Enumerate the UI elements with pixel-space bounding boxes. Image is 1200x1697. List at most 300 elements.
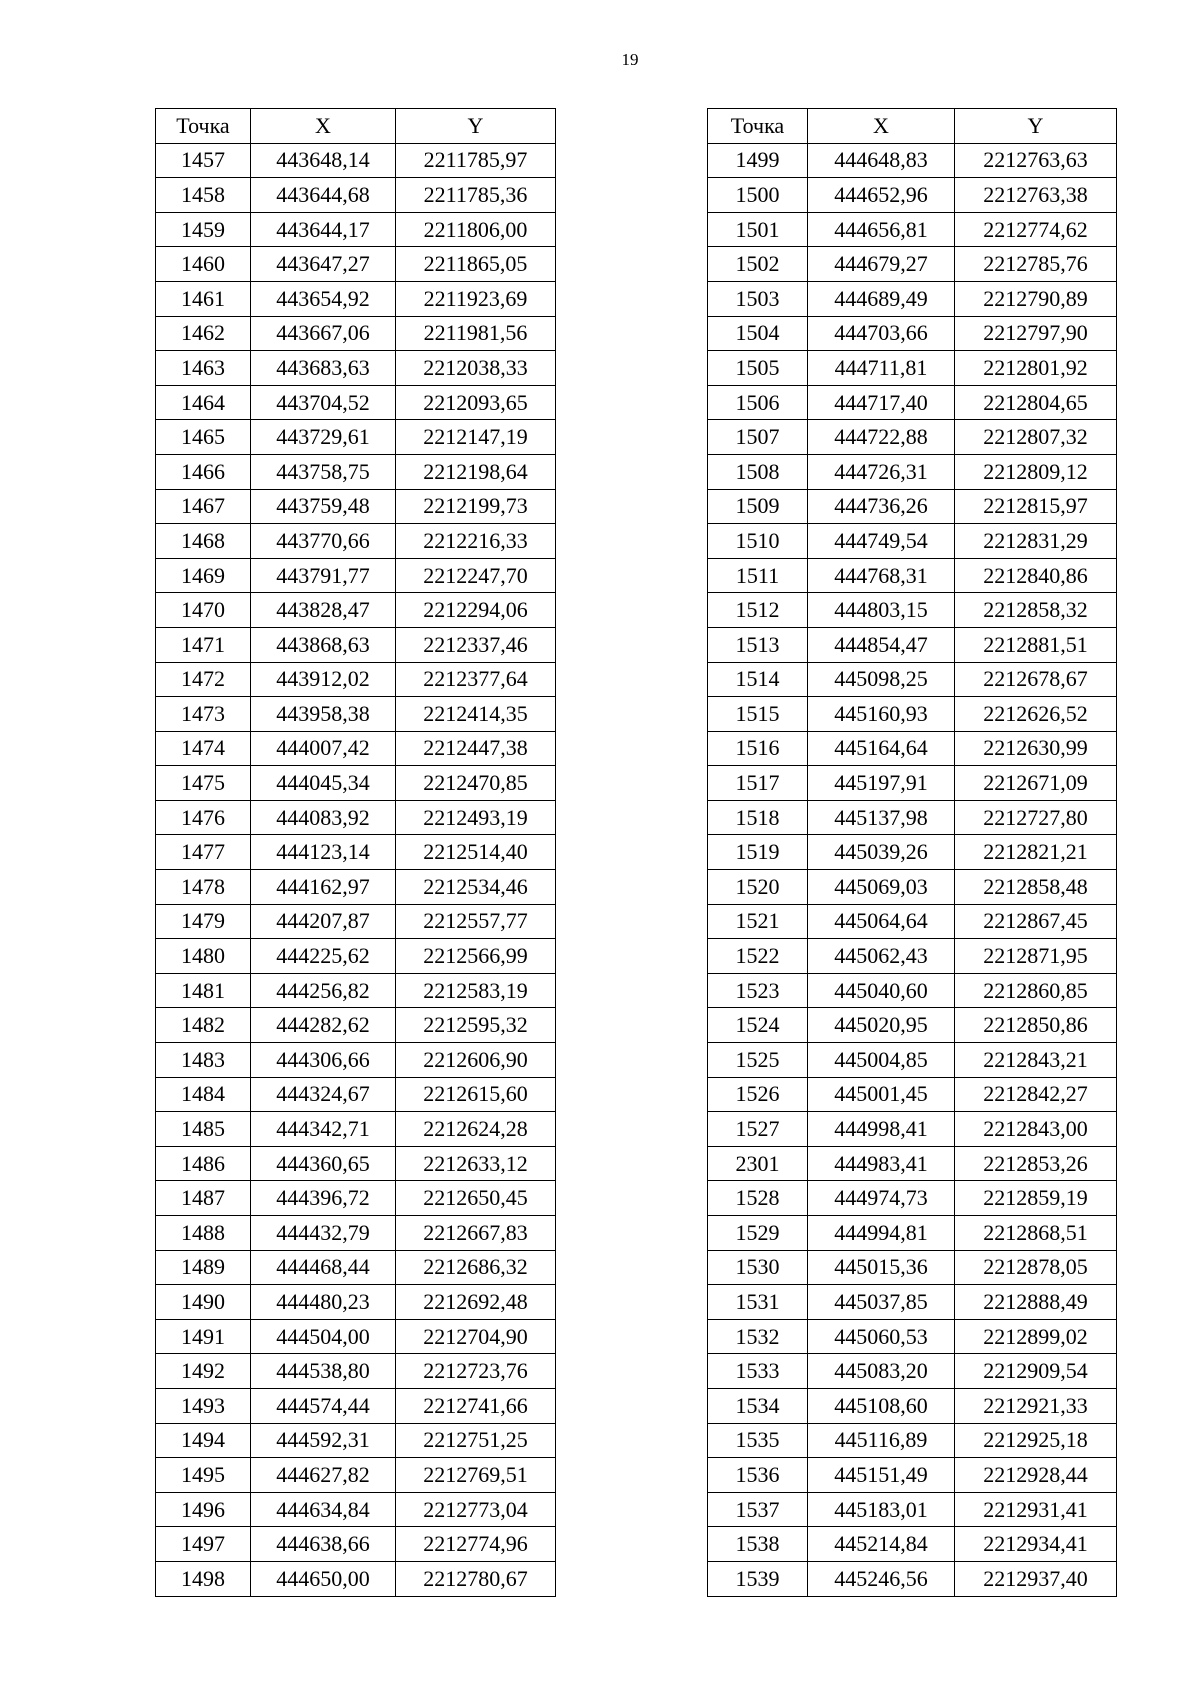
x-header: X [251, 109, 396, 144]
y-coordinate-cell: 2212247,70 [396, 558, 556, 593]
point-number-cell: 1461 [156, 281, 251, 316]
x-coordinate-cell: 444638,66 [251, 1527, 396, 1562]
table-row [156, 1250, 556, 1285]
y-coordinate-cell: 2212624,28 [396, 1112, 556, 1147]
x-coordinate-cell: 445083,20 [808, 1354, 955, 1389]
y-coordinate-cell: 2212606,90 [396, 1043, 556, 1078]
point-header: Точка [708, 109, 808, 144]
y-coordinate-cell: 2212667,83 [396, 1216, 556, 1251]
y-coordinate-cell: 2212797,90 [955, 316, 1117, 351]
x-coordinate-cell: 445060,53 [808, 1319, 955, 1354]
y-coordinate-cell: 2212850,86 [955, 1008, 1117, 1043]
table-row [708, 1216, 1117, 1251]
y-coordinate-cell: 2212774,62 [955, 212, 1117, 247]
y-coordinate-cell: 2212650,45 [396, 1181, 556, 1216]
table-row [708, 143, 1117, 178]
x-coordinate-cell: 444998,41 [808, 1112, 955, 1147]
x-coordinate-cell: 443654,92 [251, 281, 396, 316]
point-number-cell: 1533 [708, 1354, 808, 1389]
x-coordinate-cell: 444994,81 [808, 1216, 955, 1251]
x-coordinate-cell: 445137,98 [808, 800, 955, 835]
y-coordinate-cell: 2212686,32 [396, 1250, 556, 1285]
table-row [156, 420, 556, 455]
table-row [156, 800, 556, 835]
y-coordinate-cell: 2212741,66 [396, 1388, 556, 1423]
table-row [156, 1077, 556, 1112]
y-coordinate-cell: 2212751,25 [396, 1423, 556, 1458]
y-coordinate-cell: 2212470,85 [396, 766, 556, 801]
table-header [156, 109, 556, 144]
table-row [156, 1492, 556, 1527]
point-number-cell: 1472 [156, 662, 251, 697]
y-coordinate-cell: 2212377,64 [396, 662, 556, 697]
x-coordinate-cell: 444324,67 [251, 1077, 396, 1112]
point-number-cell: 1536 [708, 1458, 808, 1493]
page-number: 19 [621, 50, 639, 69]
table-row [156, 627, 556, 662]
x-coordinate-cell: 444306,66 [251, 1043, 396, 1078]
table-row [708, 489, 1117, 524]
y-header: Y [396, 109, 556, 144]
y-coordinate-cell: 2212093,65 [396, 385, 556, 420]
point-number-cell: 1525 [708, 1043, 808, 1078]
point-number-cell: 1527 [708, 1112, 808, 1147]
table-row [708, 1250, 1117, 1285]
point-number-cell: 1529 [708, 1216, 808, 1251]
table-row [708, 385, 1117, 420]
y-coordinate-cell: 2212858,32 [955, 593, 1117, 628]
point-number-cell: 1466 [156, 454, 251, 489]
y-coordinate-cell: 2212807,32 [955, 420, 1117, 455]
y-header: Y [955, 109, 1117, 144]
point-number-cell: 1477 [156, 835, 251, 870]
table-row [156, 143, 556, 178]
table-row [156, 939, 556, 974]
point-number-cell: 1494 [156, 1423, 251, 1458]
y-coordinate-cell: 2212534,46 [396, 870, 556, 905]
x-coordinate-cell: 445116,89 [808, 1423, 955, 1458]
table-row [156, 385, 556, 420]
x-coordinate-cell: 444207,87 [251, 904, 396, 939]
table-row [156, 1043, 556, 1078]
x-coordinate-cell: 444648,83 [808, 143, 955, 178]
x-coordinate-cell: 445015,36 [808, 1250, 955, 1285]
y-coordinate-cell: 2212773,04 [396, 1492, 556, 1527]
point-number-cell: 1476 [156, 800, 251, 835]
table-row [156, 1112, 556, 1147]
x-coordinate-cell: 443912,02 [251, 662, 396, 697]
point-number-cell: 1521 [708, 904, 808, 939]
point-number-cell: 1485 [156, 1112, 251, 1147]
x-coordinate-cell: 443868,63 [251, 627, 396, 662]
y-coordinate-cell: 2212858,48 [955, 870, 1117, 905]
y-coordinate-cell: 2212831,29 [955, 524, 1117, 559]
point-number-cell: 1535 [708, 1423, 808, 1458]
x-coordinate-cell: 444854,47 [808, 627, 955, 662]
table-row [156, 558, 556, 593]
point-number-cell: 1491 [156, 1319, 251, 1354]
table-row [708, 766, 1117, 801]
y-coordinate-cell: 2212899,02 [955, 1319, 1117, 1354]
y-coordinate-cell: 2212780,67 [396, 1561, 556, 1596]
x-coordinate-cell: 444480,23 [251, 1285, 396, 1320]
x-header: X [808, 109, 955, 144]
point-number-cell: 1534 [708, 1388, 808, 1423]
point-number-cell: 1509 [708, 489, 808, 524]
point-number-cell: 1510 [708, 524, 808, 559]
x-coordinate-cell: 445020,95 [808, 1008, 955, 1043]
point-number-cell: 1537 [708, 1492, 808, 1527]
point-number-cell: 1517 [708, 766, 808, 801]
table-row [156, 1458, 556, 1493]
point-number-cell: 1459 [156, 212, 251, 247]
x-coordinate-cell: 444634,84 [251, 1492, 396, 1527]
y-coordinate-cell: 2211865,05 [396, 247, 556, 282]
y-coordinate-cell: 2212909,54 [955, 1354, 1117, 1389]
point-number-cell: 1516 [708, 731, 808, 766]
x-coordinate-cell: 444225,62 [251, 939, 396, 974]
y-coordinate-cell: 2211785,36 [396, 178, 556, 213]
point-number-cell: 1469 [156, 558, 251, 593]
y-coordinate-cell: 2212216,33 [396, 524, 556, 559]
y-coordinate-cell: 2212871,95 [955, 939, 1117, 974]
table-row [156, 1146, 556, 1181]
table-row [708, 454, 1117, 489]
y-coordinate-cell: 2212337,46 [396, 627, 556, 662]
point-number-cell: 1492 [156, 1354, 251, 1389]
x-coordinate-cell: 444974,73 [808, 1181, 955, 1216]
y-coordinate-cell: 2212692,48 [396, 1285, 556, 1320]
point-number-cell: 1499 [708, 143, 808, 178]
x-coordinate-cell: 444468,44 [251, 1250, 396, 1285]
point-number-cell: 1505 [708, 351, 808, 386]
point-number-cell: 1465 [156, 420, 251, 455]
table-row [708, 904, 1117, 939]
y-coordinate-cell: 2212595,32 [396, 1008, 556, 1043]
point-number-cell: 1479 [156, 904, 251, 939]
table-row [708, 1458, 1117, 1493]
y-coordinate-cell: 2212815,97 [955, 489, 1117, 524]
header-row [708, 109, 1117, 144]
x-coordinate-cell: 443958,38 [251, 697, 396, 732]
point-number-cell: 1532 [708, 1319, 808, 1354]
y-coordinate-cell: 2212615,60 [396, 1077, 556, 1112]
y-coordinate-cell: 2212199,73 [396, 489, 556, 524]
x-coordinate-cell: 444007,42 [251, 731, 396, 766]
y-coordinate-cell: 2212843,00 [955, 1112, 1117, 1147]
point-number-cell: 1531 [708, 1285, 808, 1320]
x-coordinate-cell: 443647,27 [251, 247, 396, 282]
y-coordinate-cell: 2212414,35 [396, 697, 556, 732]
point-number-cell: 1504 [708, 316, 808, 351]
y-coordinate-cell: 2212928,44 [955, 1458, 1117, 1493]
x-coordinate-cell: 445064,64 [808, 904, 955, 939]
point-number-cell: 1464 [156, 385, 251, 420]
point-number-cell: 2301 [708, 1146, 808, 1181]
y-coordinate-cell: 2212790,89 [955, 281, 1117, 316]
y-coordinate-cell: 2212557,77 [396, 904, 556, 939]
table-row [708, 1561, 1117, 1596]
x-coordinate-cell: 445040,60 [808, 973, 955, 1008]
y-coordinate-cell: 2212630,99 [955, 731, 1117, 766]
y-coordinate-cell: 2212626,52 [955, 697, 1117, 732]
x-coordinate-cell: 445098,25 [808, 662, 955, 697]
table-row [708, 1319, 1117, 1354]
table-row [156, 1285, 556, 1320]
point-number-cell: 1490 [156, 1285, 251, 1320]
x-coordinate-cell: 444504,00 [251, 1319, 396, 1354]
table-row [708, 247, 1117, 282]
point-number-cell: 1489 [156, 1250, 251, 1285]
point-number-cell: 1512 [708, 593, 808, 628]
point-number-cell: 1462 [156, 316, 251, 351]
table-row [708, 316, 1117, 351]
point-number-cell: 1514 [708, 662, 808, 697]
x-coordinate-cell: 444749,54 [808, 524, 955, 559]
x-coordinate-cell: 443729,61 [251, 420, 396, 455]
x-coordinate-cell: 445246,56 [808, 1561, 955, 1596]
point-number-cell: 1478 [156, 870, 251, 905]
y-coordinate-cell: 2212881,51 [955, 627, 1117, 662]
x-coordinate-cell: 443704,52 [251, 385, 396, 420]
x-coordinate-cell: 444803,15 [808, 593, 955, 628]
y-coordinate-cell: 2212785,76 [955, 247, 1117, 282]
x-coordinate-cell: 444432,79 [251, 1216, 396, 1251]
header-row [156, 109, 556, 144]
y-coordinate-cell: 2212493,19 [396, 800, 556, 835]
table-row [708, 1181, 1117, 1216]
point-number-cell: 1460 [156, 247, 251, 282]
y-coordinate-cell: 2212867,45 [955, 904, 1117, 939]
table-row [708, 697, 1117, 732]
coordinates-table-left [155, 108, 556, 1597]
x-coordinate-cell: 444627,82 [251, 1458, 396, 1493]
point-number-cell: 1484 [156, 1077, 251, 1112]
point-number-cell: 1508 [708, 454, 808, 489]
table-row [156, 835, 556, 870]
y-coordinate-cell: 2212763,63 [955, 143, 1117, 178]
y-coordinate-cell: 2212934,41 [955, 1527, 1117, 1562]
table-row [156, 247, 556, 282]
table-body [156, 143, 556, 1596]
point-number-cell: 1471 [156, 627, 251, 662]
point-number-cell: 1503 [708, 281, 808, 316]
x-coordinate-cell: 443770,66 [251, 524, 396, 559]
x-coordinate-cell: 443828,47 [251, 593, 396, 628]
table-row [708, 1043, 1117, 1078]
table-row [708, 212, 1117, 247]
point-number-cell: 1473 [156, 697, 251, 732]
x-coordinate-cell: 443644,68 [251, 178, 396, 213]
table-row [156, 454, 556, 489]
point-number-cell: 1502 [708, 247, 808, 282]
table-row [156, 662, 556, 697]
point-number-cell: 1486 [156, 1146, 251, 1181]
table-row [708, 351, 1117, 386]
table-row [156, 351, 556, 386]
point-number-cell: 1523 [708, 973, 808, 1008]
point-number-cell: 1520 [708, 870, 808, 905]
table-row [708, 1527, 1117, 1562]
x-coordinate-cell: 444045,34 [251, 766, 396, 801]
table-row [156, 524, 556, 559]
y-coordinate-cell: 2211806,00 [396, 212, 556, 247]
table-row [708, 593, 1117, 628]
x-coordinate-cell: 443683,63 [251, 351, 396, 386]
point-number-cell: 1480 [156, 939, 251, 974]
point-number-cell: 1515 [708, 697, 808, 732]
y-coordinate-cell: 2212842,27 [955, 1077, 1117, 1112]
point-number-cell: 1467 [156, 489, 251, 524]
y-coordinate-cell: 2211923,69 [396, 281, 556, 316]
point-number-cell: 1507 [708, 420, 808, 455]
point-number-cell: 1481 [156, 973, 251, 1008]
x-coordinate-cell: 444574,44 [251, 1388, 396, 1423]
table-row [708, 524, 1117, 559]
table-row [708, 1354, 1117, 1389]
y-coordinate-cell: 2212921,33 [955, 1388, 1117, 1423]
point-number-cell: 1538 [708, 1527, 808, 1562]
x-coordinate-cell: 443759,48 [251, 489, 396, 524]
x-coordinate-cell: 445004,85 [808, 1043, 955, 1078]
x-coordinate-cell: 445037,85 [808, 1285, 955, 1320]
x-coordinate-cell: 443648,14 [251, 143, 396, 178]
point-number-cell: 1511 [708, 558, 808, 593]
y-coordinate-cell: 2212514,40 [396, 835, 556, 870]
point-number-cell: 1500 [708, 178, 808, 213]
x-coordinate-cell: 444722,88 [808, 420, 955, 455]
y-coordinate-cell: 2212633,12 [396, 1146, 556, 1181]
x-coordinate-cell: 444717,40 [808, 385, 955, 420]
table-row [156, 281, 556, 316]
table-row [156, 1008, 556, 1043]
x-coordinate-cell: 443758,75 [251, 454, 396, 489]
x-coordinate-cell: 445069,03 [808, 870, 955, 905]
table-row [708, 939, 1117, 974]
y-coordinate-cell: 2212704,90 [396, 1319, 556, 1354]
table-row [156, 766, 556, 801]
x-coordinate-cell: 443644,17 [251, 212, 396, 247]
y-coordinate-cell: 2212769,51 [396, 1458, 556, 1493]
table-row [156, 731, 556, 766]
table-row [708, 281, 1117, 316]
table-row [708, 558, 1117, 593]
table-body [708, 143, 1117, 1596]
y-coordinate-cell: 2212774,96 [396, 1527, 556, 1562]
x-coordinate-cell: 444689,49 [808, 281, 955, 316]
table-row [708, 973, 1117, 1008]
x-coordinate-cell: 444736,26 [808, 489, 955, 524]
y-coordinate-cell: 2212566,99 [396, 939, 556, 974]
x-coordinate-cell: 445183,01 [808, 1492, 955, 1527]
x-coordinate-cell: 444703,66 [808, 316, 955, 351]
point-number-cell: 1497 [156, 1527, 251, 1562]
point-number-cell: 1483 [156, 1043, 251, 1078]
x-coordinate-cell: 443667,06 [251, 316, 396, 351]
y-coordinate-cell: 2212723,76 [396, 1354, 556, 1389]
table-row [708, 1008, 1117, 1043]
point-number-cell: 1457 [156, 143, 251, 178]
x-coordinate-cell: 444256,82 [251, 973, 396, 1008]
y-coordinate-cell: 2212447,38 [396, 731, 556, 766]
y-coordinate-cell: 2212727,80 [955, 800, 1117, 835]
point-number-cell: 1539 [708, 1561, 808, 1596]
point-number-cell: 1496 [156, 1492, 251, 1527]
table-row [708, 178, 1117, 213]
point-number-cell: 1468 [156, 524, 251, 559]
point-number-cell: 1493 [156, 1388, 251, 1423]
point-number-cell: 1498 [156, 1561, 251, 1596]
x-coordinate-cell: 444083,92 [251, 800, 396, 835]
y-coordinate-cell: 2212878,05 [955, 1250, 1117, 1285]
x-coordinate-cell: 445062,43 [808, 939, 955, 974]
y-coordinate-cell: 2212763,38 [955, 178, 1117, 213]
point-number-cell: 1487 [156, 1181, 251, 1216]
x-coordinate-cell: 445001,45 [808, 1077, 955, 1112]
x-coordinate-cell: 444652,96 [808, 178, 955, 213]
y-coordinate-cell: 2212843,21 [955, 1043, 1117, 1078]
y-coordinate-cell: 2212804,65 [955, 385, 1117, 420]
x-coordinate-cell: 444768,31 [808, 558, 955, 593]
y-coordinate-cell: 2212801,92 [955, 351, 1117, 386]
table-row [156, 1181, 556, 1216]
y-coordinate-cell: 2211981,56 [396, 316, 556, 351]
table-row [708, 662, 1117, 697]
y-coordinate-cell: 2212809,12 [955, 454, 1117, 489]
y-coordinate-cell: 2212868,51 [955, 1216, 1117, 1251]
x-coordinate-cell: 445039,26 [808, 835, 955, 870]
point-number-cell: 1524 [708, 1008, 808, 1043]
x-coordinate-cell: 444342,71 [251, 1112, 396, 1147]
x-coordinate-cell: 445160,93 [808, 697, 955, 732]
table-row [708, 627, 1117, 662]
y-coordinate-cell: 2212198,64 [396, 454, 556, 489]
table-row [708, 1112, 1117, 1147]
x-coordinate-cell: 444656,81 [808, 212, 955, 247]
x-coordinate-cell: 445214,84 [808, 1527, 955, 1562]
x-coordinate-cell: 444162,97 [251, 870, 396, 905]
table-row [156, 489, 556, 524]
table-row [156, 593, 556, 628]
y-coordinate-cell: 2212147,19 [396, 420, 556, 455]
point-header: Точка [156, 109, 251, 144]
x-coordinate-cell: 445108,60 [808, 1388, 955, 1423]
point-number-cell: 1501 [708, 212, 808, 247]
table-row [708, 1077, 1117, 1112]
y-coordinate-cell: 2212840,86 [955, 558, 1117, 593]
point-number-cell: 1488 [156, 1216, 251, 1251]
point-number-cell: 1528 [708, 1181, 808, 1216]
point-number-cell: 1475 [156, 766, 251, 801]
x-coordinate-cell: 444711,81 [808, 351, 955, 386]
point-number-cell: 1458 [156, 178, 251, 213]
x-coordinate-cell: 444650,00 [251, 1561, 396, 1596]
y-coordinate-cell: 2212925,18 [955, 1423, 1117, 1458]
point-number-cell: 1513 [708, 627, 808, 662]
x-coordinate-cell: 444679,27 [808, 247, 955, 282]
table-row [156, 1354, 556, 1389]
table-row [156, 697, 556, 732]
x-coordinate-cell: 444538,80 [251, 1354, 396, 1389]
table-header [708, 109, 1117, 144]
y-coordinate-cell: 2212937,40 [955, 1561, 1117, 1596]
x-coordinate-cell: 444592,31 [251, 1423, 396, 1458]
point-number-cell: 1482 [156, 1008, 251, 1043]
x-coordinate-cell: 444123,14 [251, 835, 396, 870]
y-coordinate-cell: 2212853,26 [955, 1146, 1117, 1181]
table-row [156, 212, 556, 247]
table-row [156, 870, 556, 905]
